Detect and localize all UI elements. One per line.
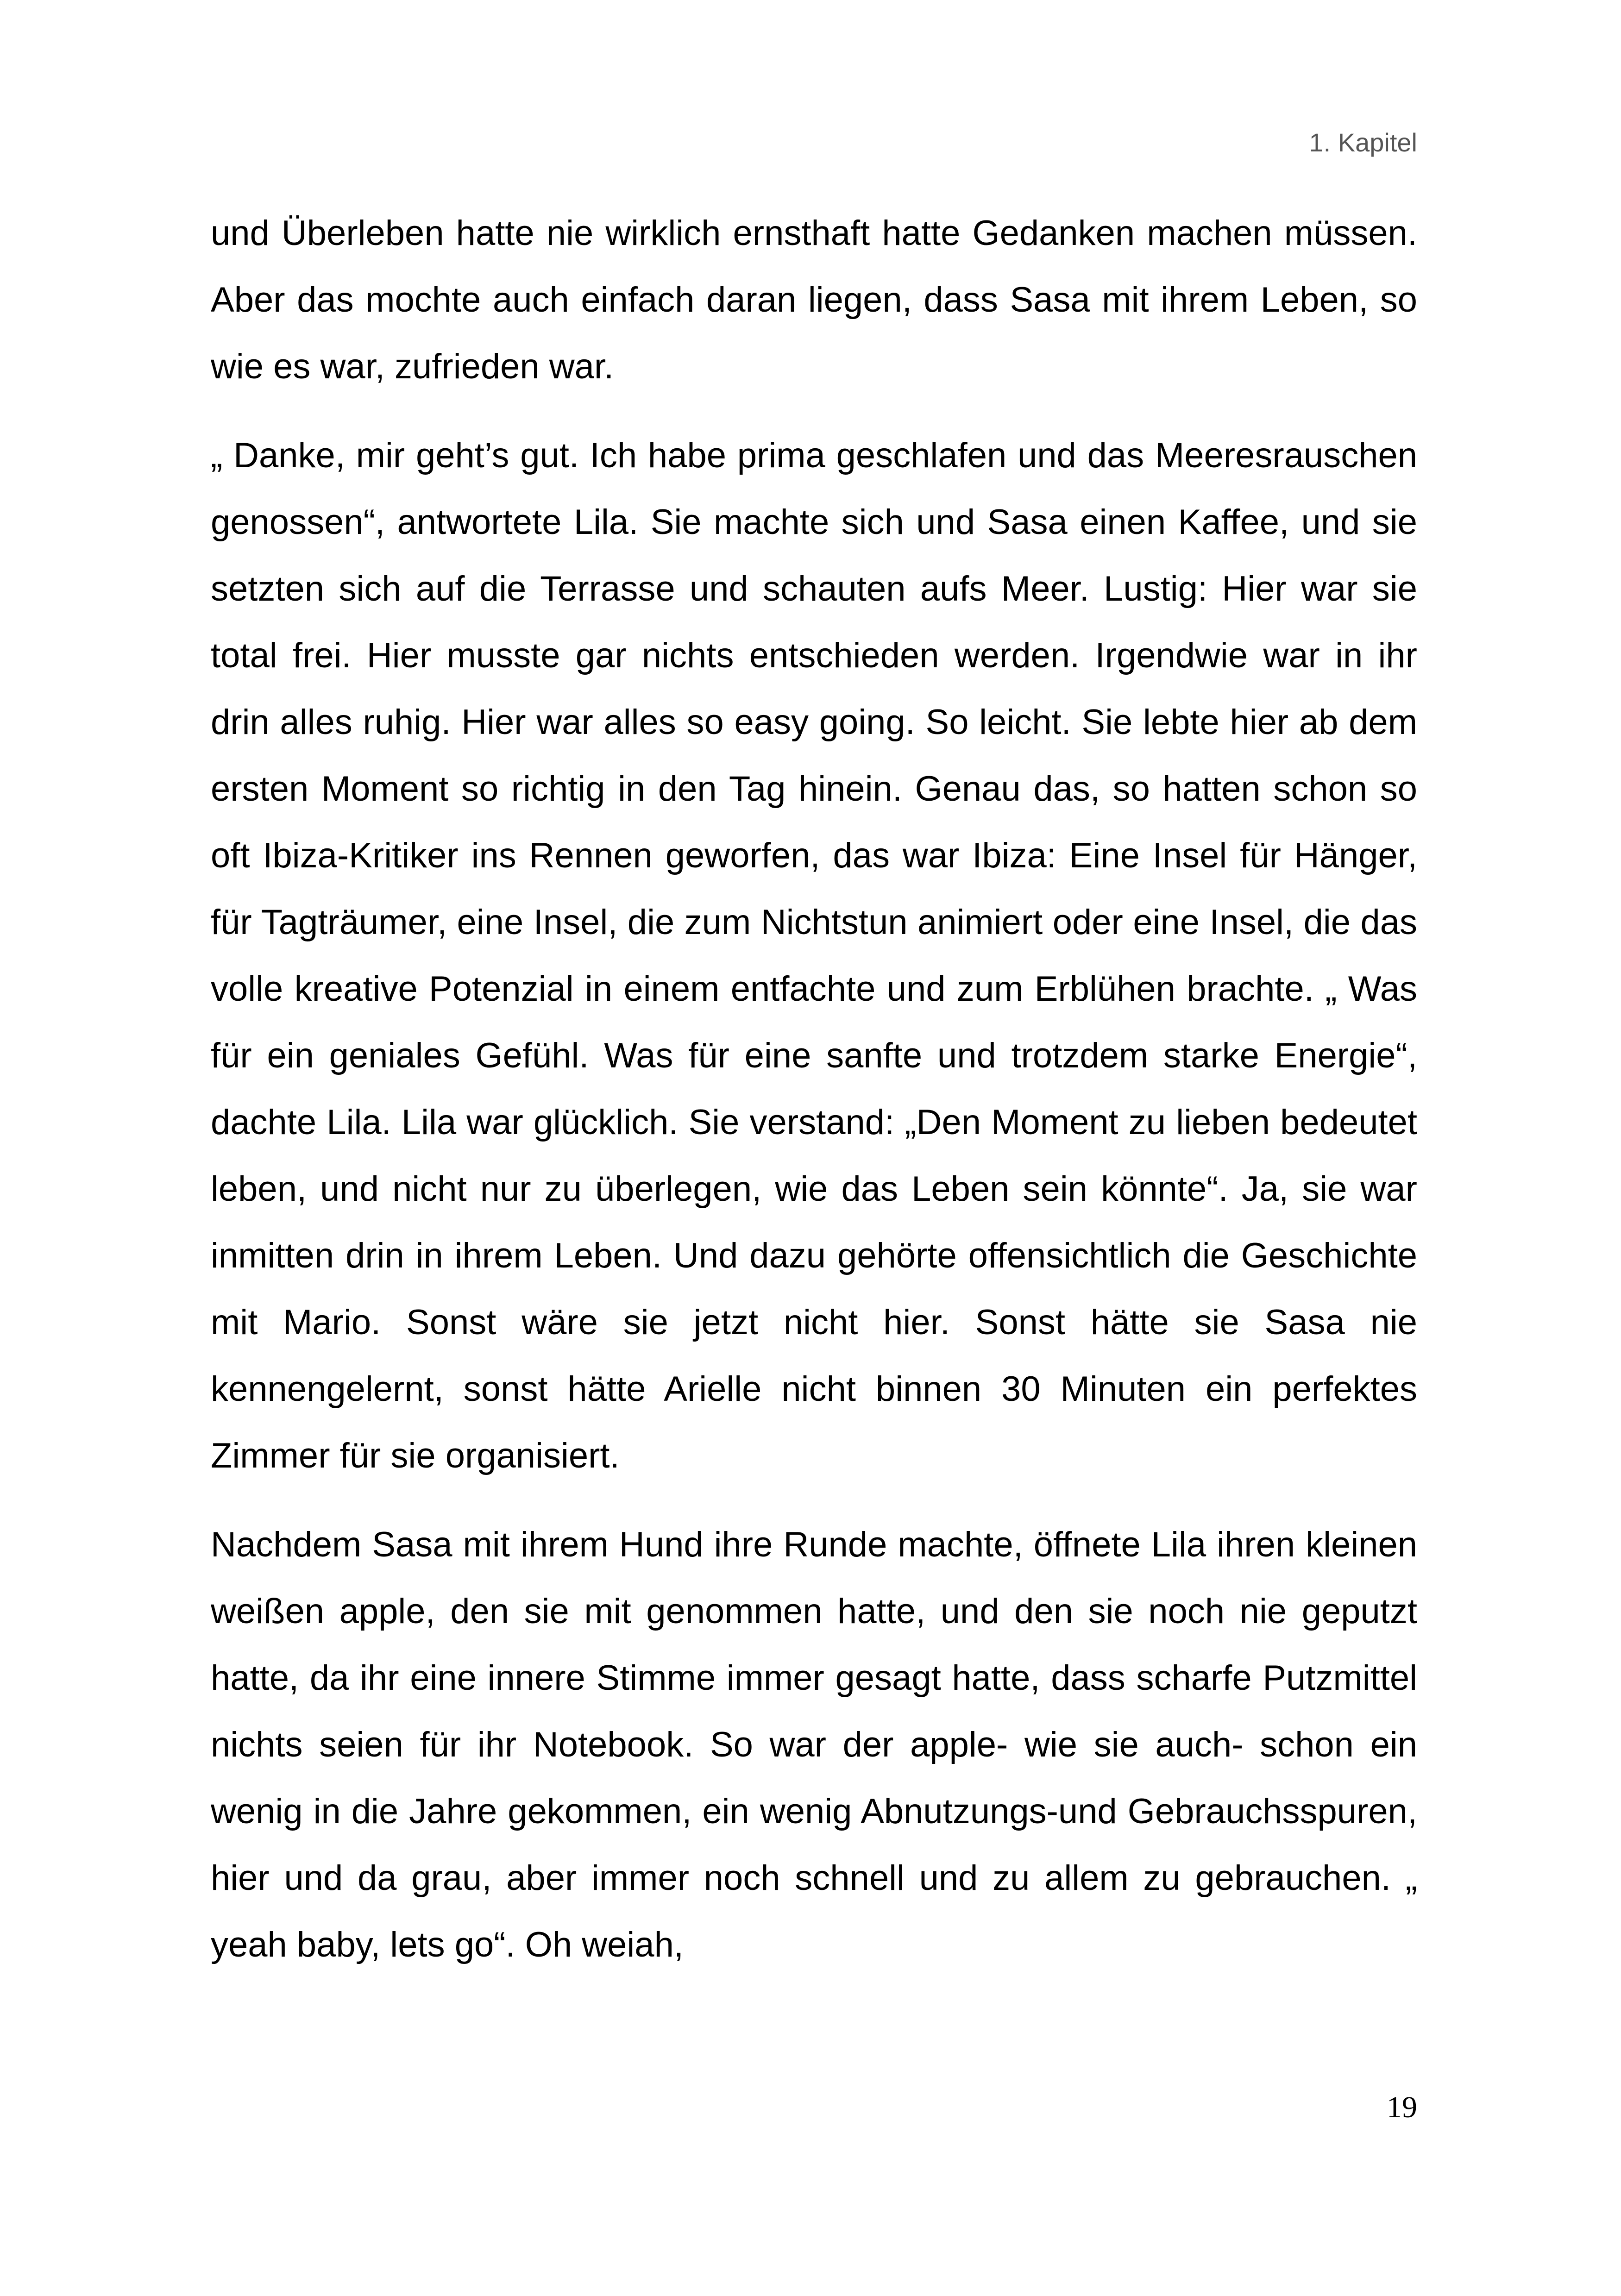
paragraph-1: und Überleben hatte nie wirklich ernsthaft hatte Gedanken machen müssen. Aber das mochte auch einfach daran liegen, dass Sasa mit ihrem Leben, so wie es war, zufrieden war. [211,213,1417,386]
body-text [211,200,1417,1978]
chapter-header: 1. Kapitel [1309,128,1417,157]
paragraph-3: Nachdem Sasa mit ihrem Hund ihre Runde machte, öffnete Lila ihren kleinen weißen apple, den sie mit genommen hatte, und den sie noch nie geputzt hatte, da ihr eine innere Stimme immer gesagt hatte, dass scharfe Putzmittel nichts seien für ihr Notebook. So war der apple- wie sie auch- schon ein wenig in die Jahre gekommen, ein wenig Abnutzungs-und Gebrauchsspuren, hier und da grau, aber immer noch schnell und zu allem zu gebrauchen. „ yeah baby, lets go“. Oh weiah, [211,1525,1417,1964]
paragraph-2: „ Danke, mir geht’s gut. Ich habe prima geschlafen und das Meeresrauschen genossen“, antwortete Lila. Sie machte sich und Sasa einen Kaffee, und sie setzten sich auf die Terrasse und schauten aufs Meer. Lustig: Hier war sie total frei. Hier musste gar nichts entschieden werden. Irgendwie war in ihr drin alles ruhig. Hier war alles so easy going. So leicht. Sie lebte hier ab dem ersten Moment so richtig in den Tag hinein. Genau das, so hatten schon so oft Ibiza-Kritiker ins Rennen geworfen, das war Ibiza: Eine Insel für Hänger, für Tagträumer, eine Insel, die zum Nichtstun animiert oder eine Insel, die das volle kreative Potenzial in einem entfachte und zum Erblühen brachte. „ Was für ein geniales Gefühl. Was für eine sanfte und trotzdem starke Energie“, dachte Lila. Lila war glücklich. Sie verstand: „Den Moment zu lieben bedeutet leben, und nicht nur zu überlegen, wie das Leben sein könnte“. Ja, sie war inmitten drin in ihrem Leben. Und dazu gehörte offensichtlich die Geschichte mit Mario. Sonst wäre sie jetzt nicht hier. Sonst hätte sie Sasa nie kennengelernt, sonst hätte Arielle nicht binnen 30 Minuten ein perfektes Zimmer für sie organisiert. [211,436,1417,1475]
page-number: 19 [1387,2090,1417,2124]
